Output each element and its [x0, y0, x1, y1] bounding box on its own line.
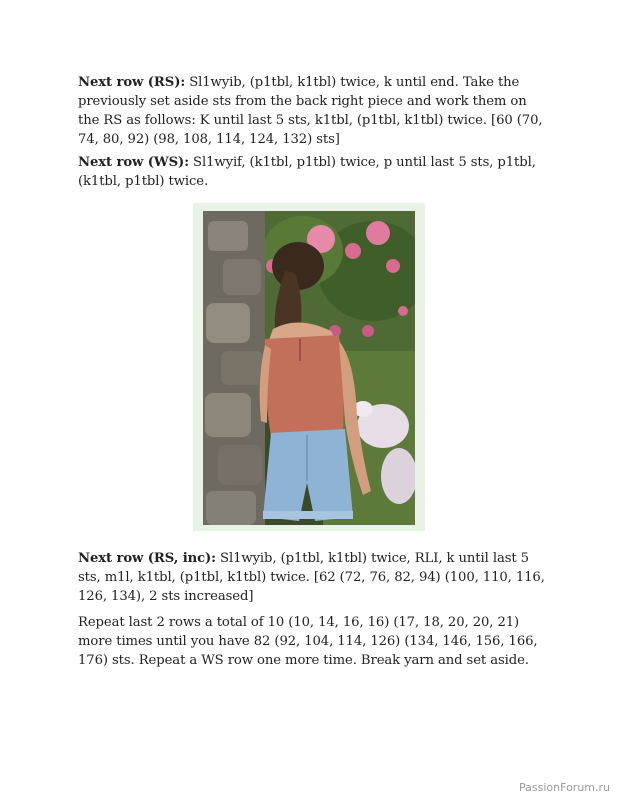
watermark: PassionForum.ru — [519, 781, 610, 794]
row-label: Next row (RS): — [78, 75, 186, 90]
row-text: Sl1wyib, (p1tbl, k1tbl) twice, RLI, k until last 5 sts, m1l, k1tbl, (p1tbl, k1tbl) twice. [62 (72, 76, 82, 94) (100, 110, 116, 126, 134), 2 sts increased] — [78, 551, 545, 604]
instruction-row-ws — [78, 153, 548, 191]
row-text: Sl1wyif, (k1tbl, p1tbl) twice, p until last 5 sts, p1tbl, (k1tbl, p1tbl) twice. — [78, 155, 536, 189]
row-text: Sl1wyib, (p1tbl, k1tbl) twice, k until end. Take the previously set aside sts from the back right piece and work them on the RS as follows: K until last 5 sts, k1tbl, (p1tbl, k1tbl) twice. [60 (70, 74, 80, 92) (98, 108, 114, 124, 132) sts] — [78, 75, 543, 147]
row-label: Next row (RS, inc): — [78, 551, 216, 566]
photo-frame — [193, 203, 425, 531]
instruction-row-rs-inc — [78, 549, 548, 606]
instruction-row-rs — [78, 73, 548, 149]
repeat-instructions: Repeat last 2 rows a total of 10 (10, 14, 16, 16) (17, 18, 20, 20, 21) more times until you have 82 (92, 104, 114, 126) (134, 146, 156, 166, 176) sts. Repeat a WS row one more time. Break yarn and set aside. — [78, 615, 538, 668]
model-photo — [203, 211, 415, 525]
row-label: Next row (WS): — [78, 155, 189, 170]
